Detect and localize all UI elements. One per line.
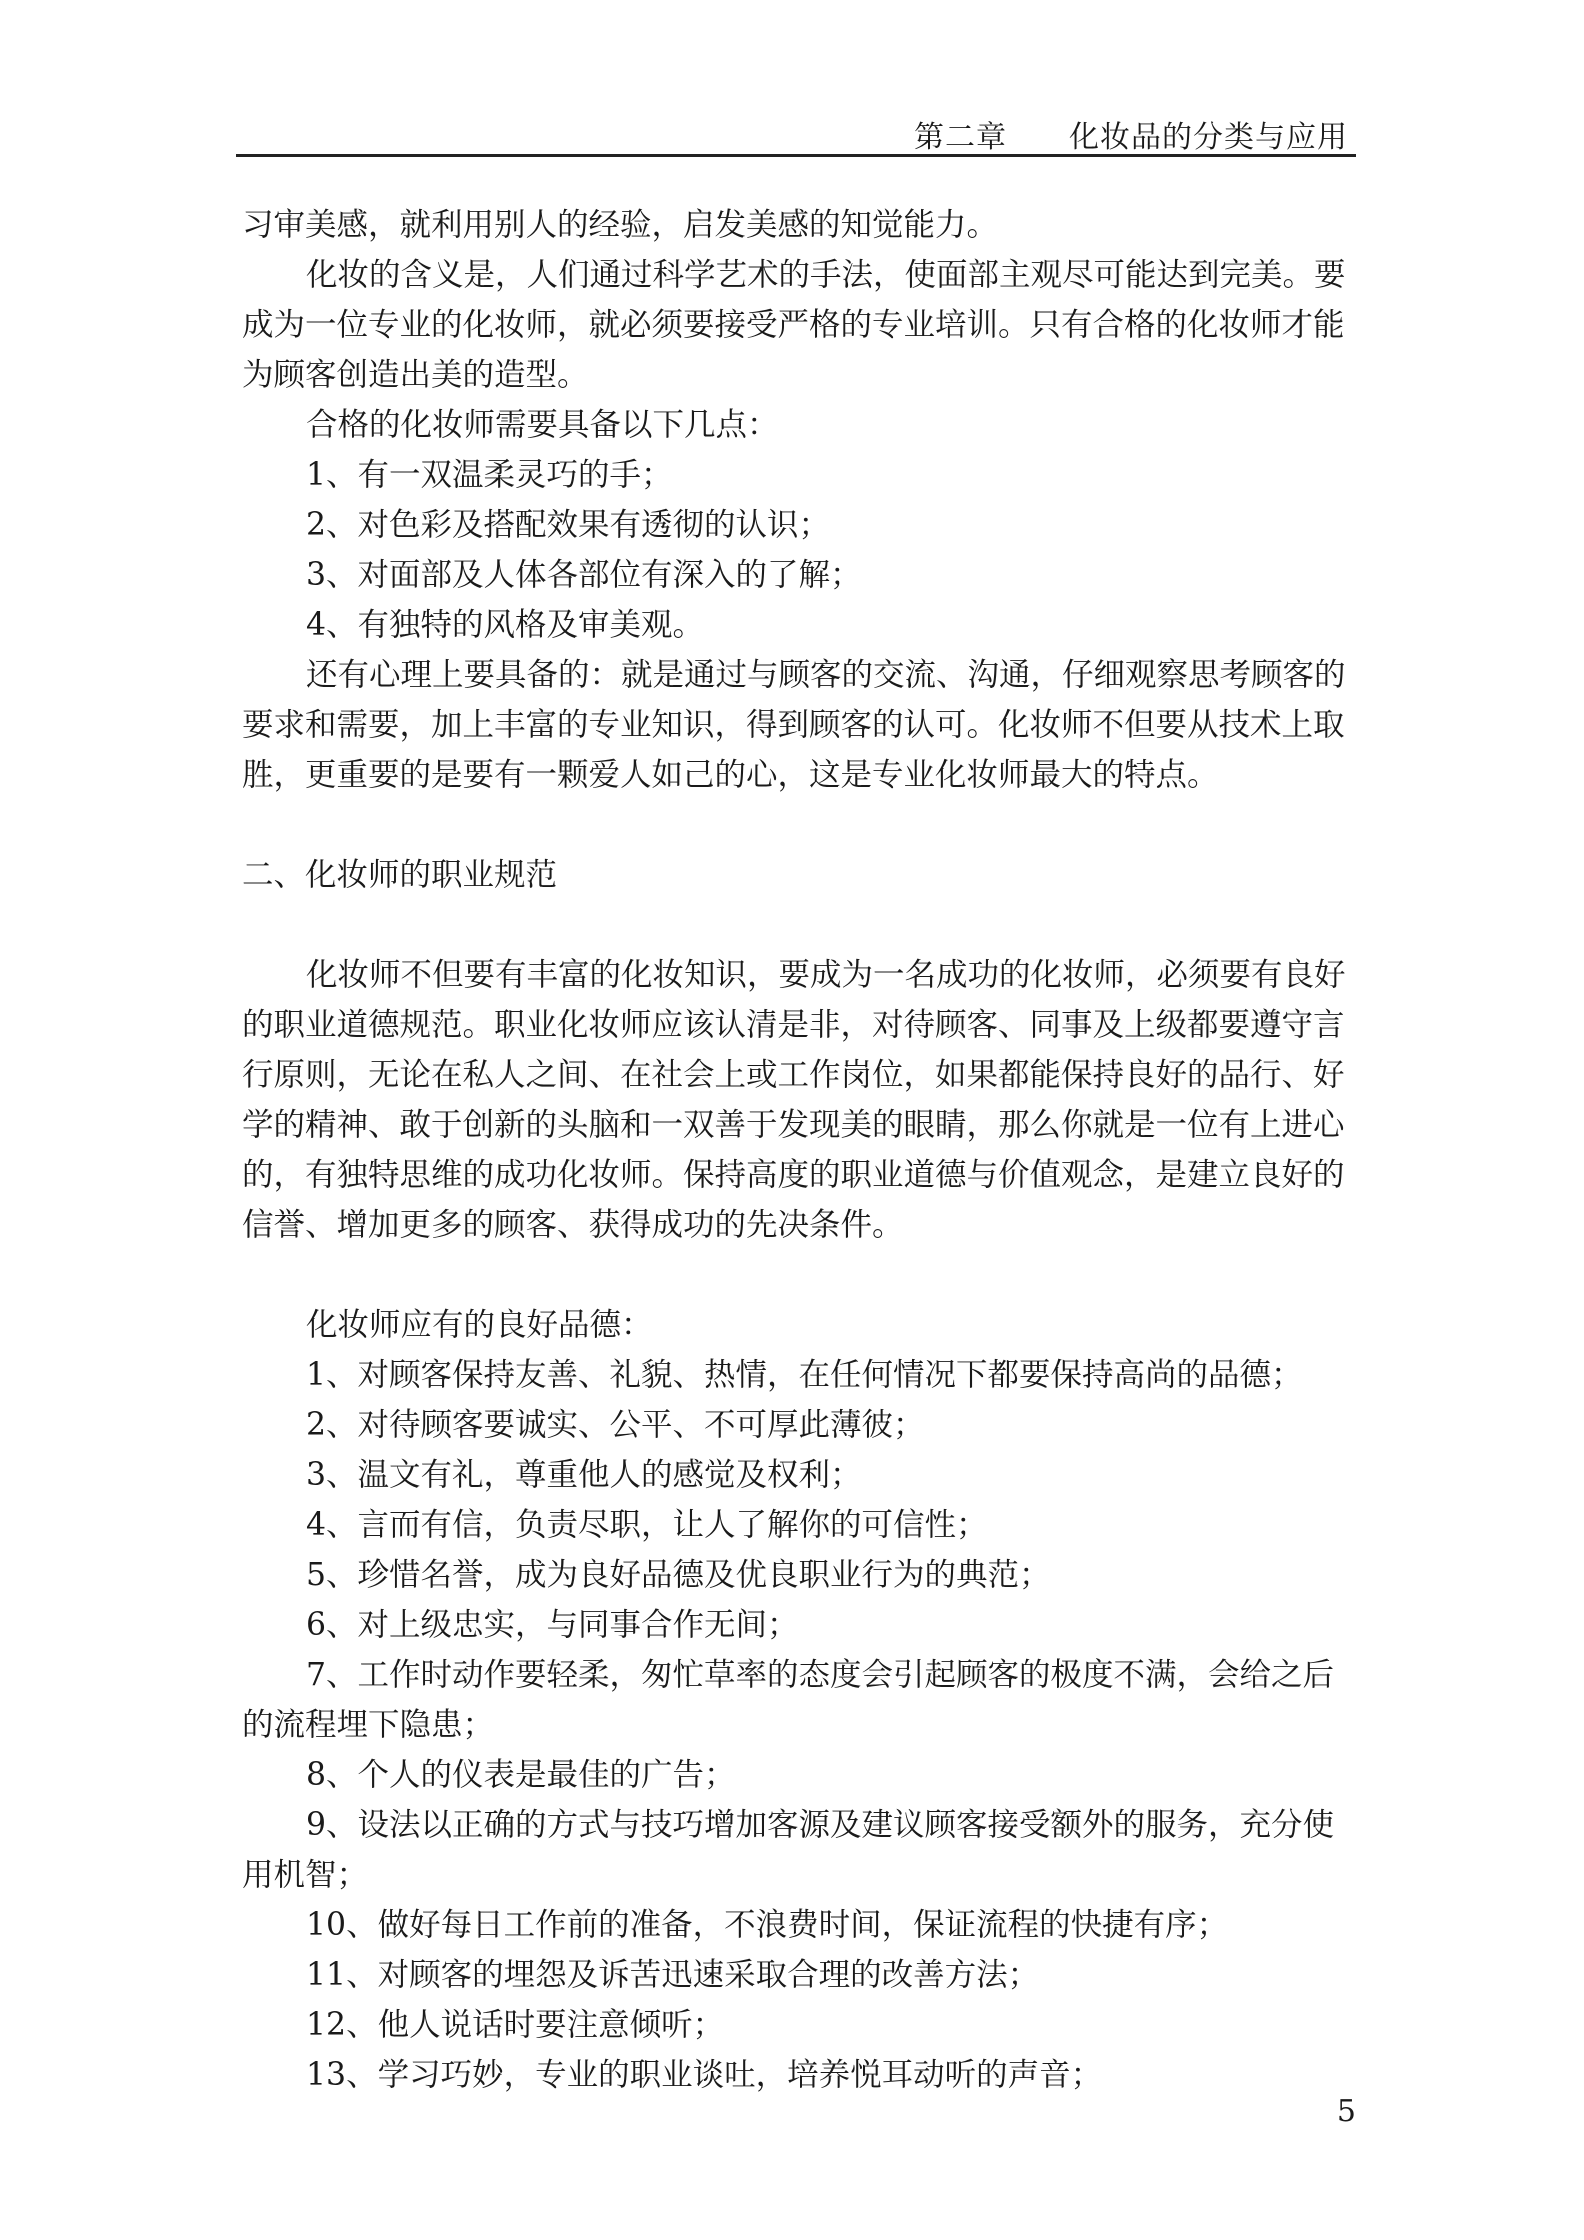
list-item: 2、对色彩及搭配效果有透彻的认识； — [306, 507, 831, 543]
chapter-label: 第二章 — [914, 120, 1007, 155]
paragraph-line: 成为一位专业的化妆师，就必须要接受严格的专业培训。只有合格的化妆师才能 — [242, 307, 1345, 343]
paragraph-line: 化妆师不但要有丰富的化妆知识，要成为一名成功的化妆师，必须要有良好 — [306, 957, 1346, 993]
chapter-title: 化妆品的分类与应用 — [1069, 120, 1348, 155]
list-intro: 化妆师应有的良好品德： — [306, 1307, 653, 1343]
running-header — [236, 110, 1356, 157]
paragraph-line: 还有心理上要具备的：就是通过与顾客的交流、沟通，仔细观察思考顾客的 — [306, 657, 1346, 693]
list-item: 7、工作时动作要轻柔，匆忙草率的态度会引起顾客的极度不满，会给之后 — [306, 1657, 1335, 1693]
paragraph-line: 要求和需要，加上丰富的专业知识，得到顾客的认可。化妆师不但要从技术上取 — [242, 707, 1345, 743]
page-body — [242, 200, 1356, 2100]
paragraph-line: 化妆的含义是，人们通过科学艺术的手法，使面部主观尽可能达到完美。要 — [306, 257, 1346, 293]
section-heading: 二、化妆师的职业规范 — [242, 857, 558, 893]
list-item: 12、他人说话时要注意倾听； — [306, 2007, 725, 2043]
paragraph-line: 胜，更重要的是要有一颗爱人如己的心，这是专业化妆师最大的特点。 — [242, 757, 1219, 793]
list-item: 1、有一双温柔灵巧的手； — [306, 457, 673, 493]
list-item: 3、温文有礼，尊重他人的感觉及权利； — [306, 1457, 862, 1493]
list-item: 2、对待顾客要诚实、公平、不可厚此薄彼； — [306, 1407, 925, 1443]
paragraph-line: 学的精神、敢于创新的头脑和一双善于发现美的眼睛，那么你就是一位有上进心 — [242, 1107, 1345, 1143]
list-item: 9、设法以正确的方式与技巧增加客源及建议顾客接受额外的服务，充分使 — [306, 1807, 1335, 1843]
list-item: 8、个人的仪表是最佳的广告； — [306, 1757, 736, 1793]
list-item: 13、学习巧妙，专业的职业谈吐，培养悦耳动听的声音； — [306, 2057, 1103, 2093]
list-item: 3、对面部及人体各部位有深入的了解； — [306, 557, 862, 593]
list-item: 4、言而有信，负责尽职，让人了解你的可信性； — [306, 1507, 988, 1543]
list-item-continuation: 的流程埋下隐患； — [242, 1707, 495, 1743]
list-item: 10、做好每日工作前的准备，不浪费时间，保证流程的快捷有序； — [306, 1907, 1229, 1943]
page-number: 5 — [1336, 2094, 1356, 2129]
list-item: 5、珍惜名誉，成为良好品德及优良职业行为的典范； — [306, 1557, 1051, 1593]
running-header-text — [914, 112, 1348, 156]
list-item: 4、有独特的风格及审美观。 — [306, 607, 705, 643]
paragraph-line: 习审美感，就利用别人的经验，启发美感的知觉能力。 — [242, 207, 999, 243]
list-item-continuation: 用机智； — [242, 1857, 369, 1893]
paragraph-line: 信誉、增加更多的顾客、获得成功的先决条件。 — [242, 1207, 904, 1243]
paragraph-line: 的，有独特思维的成功化妆师。保持高度的职业道德与价值观念，是建立良好的 — [242, 1157, 1345, 1193]
list-item: 11、对顾客的埋怨及诉苦迅速采取合理的改善方法； — [306, 1957, 1040, 1993]
paragraph-line: 的职业道德规范。职业化妆师应该认清是非，对待顾客、同事及上级都要遵守言 — [242, 1007, 1345, 1043]
paragraph-line: 为顾客创造出美的造型。 — [242, 357, 589, 393]
list-intro: 合格的化妆师需要具备以下几点： — [306, 407, 779, 443]
paragraph-line: 行原则，无论在私人之间、在社会上或工作岗位，如果都能保持良好的品行、好 — [242, 1057, 1345, 1093]
list-item: 6、对上级忠实，与同事合作无间； — [306, 1607, 799, 1643]
list-item: 1、对顾客保持友善、礼貌、热情，在任何情况下都要保持高尚的品德； — [306, 1357, 1303, 1393]
spacer — [242, 800, 1356, 850]
spacer — [242, 1250, 1356, 1300]
spacer — [242, 900, 1356, 950]
